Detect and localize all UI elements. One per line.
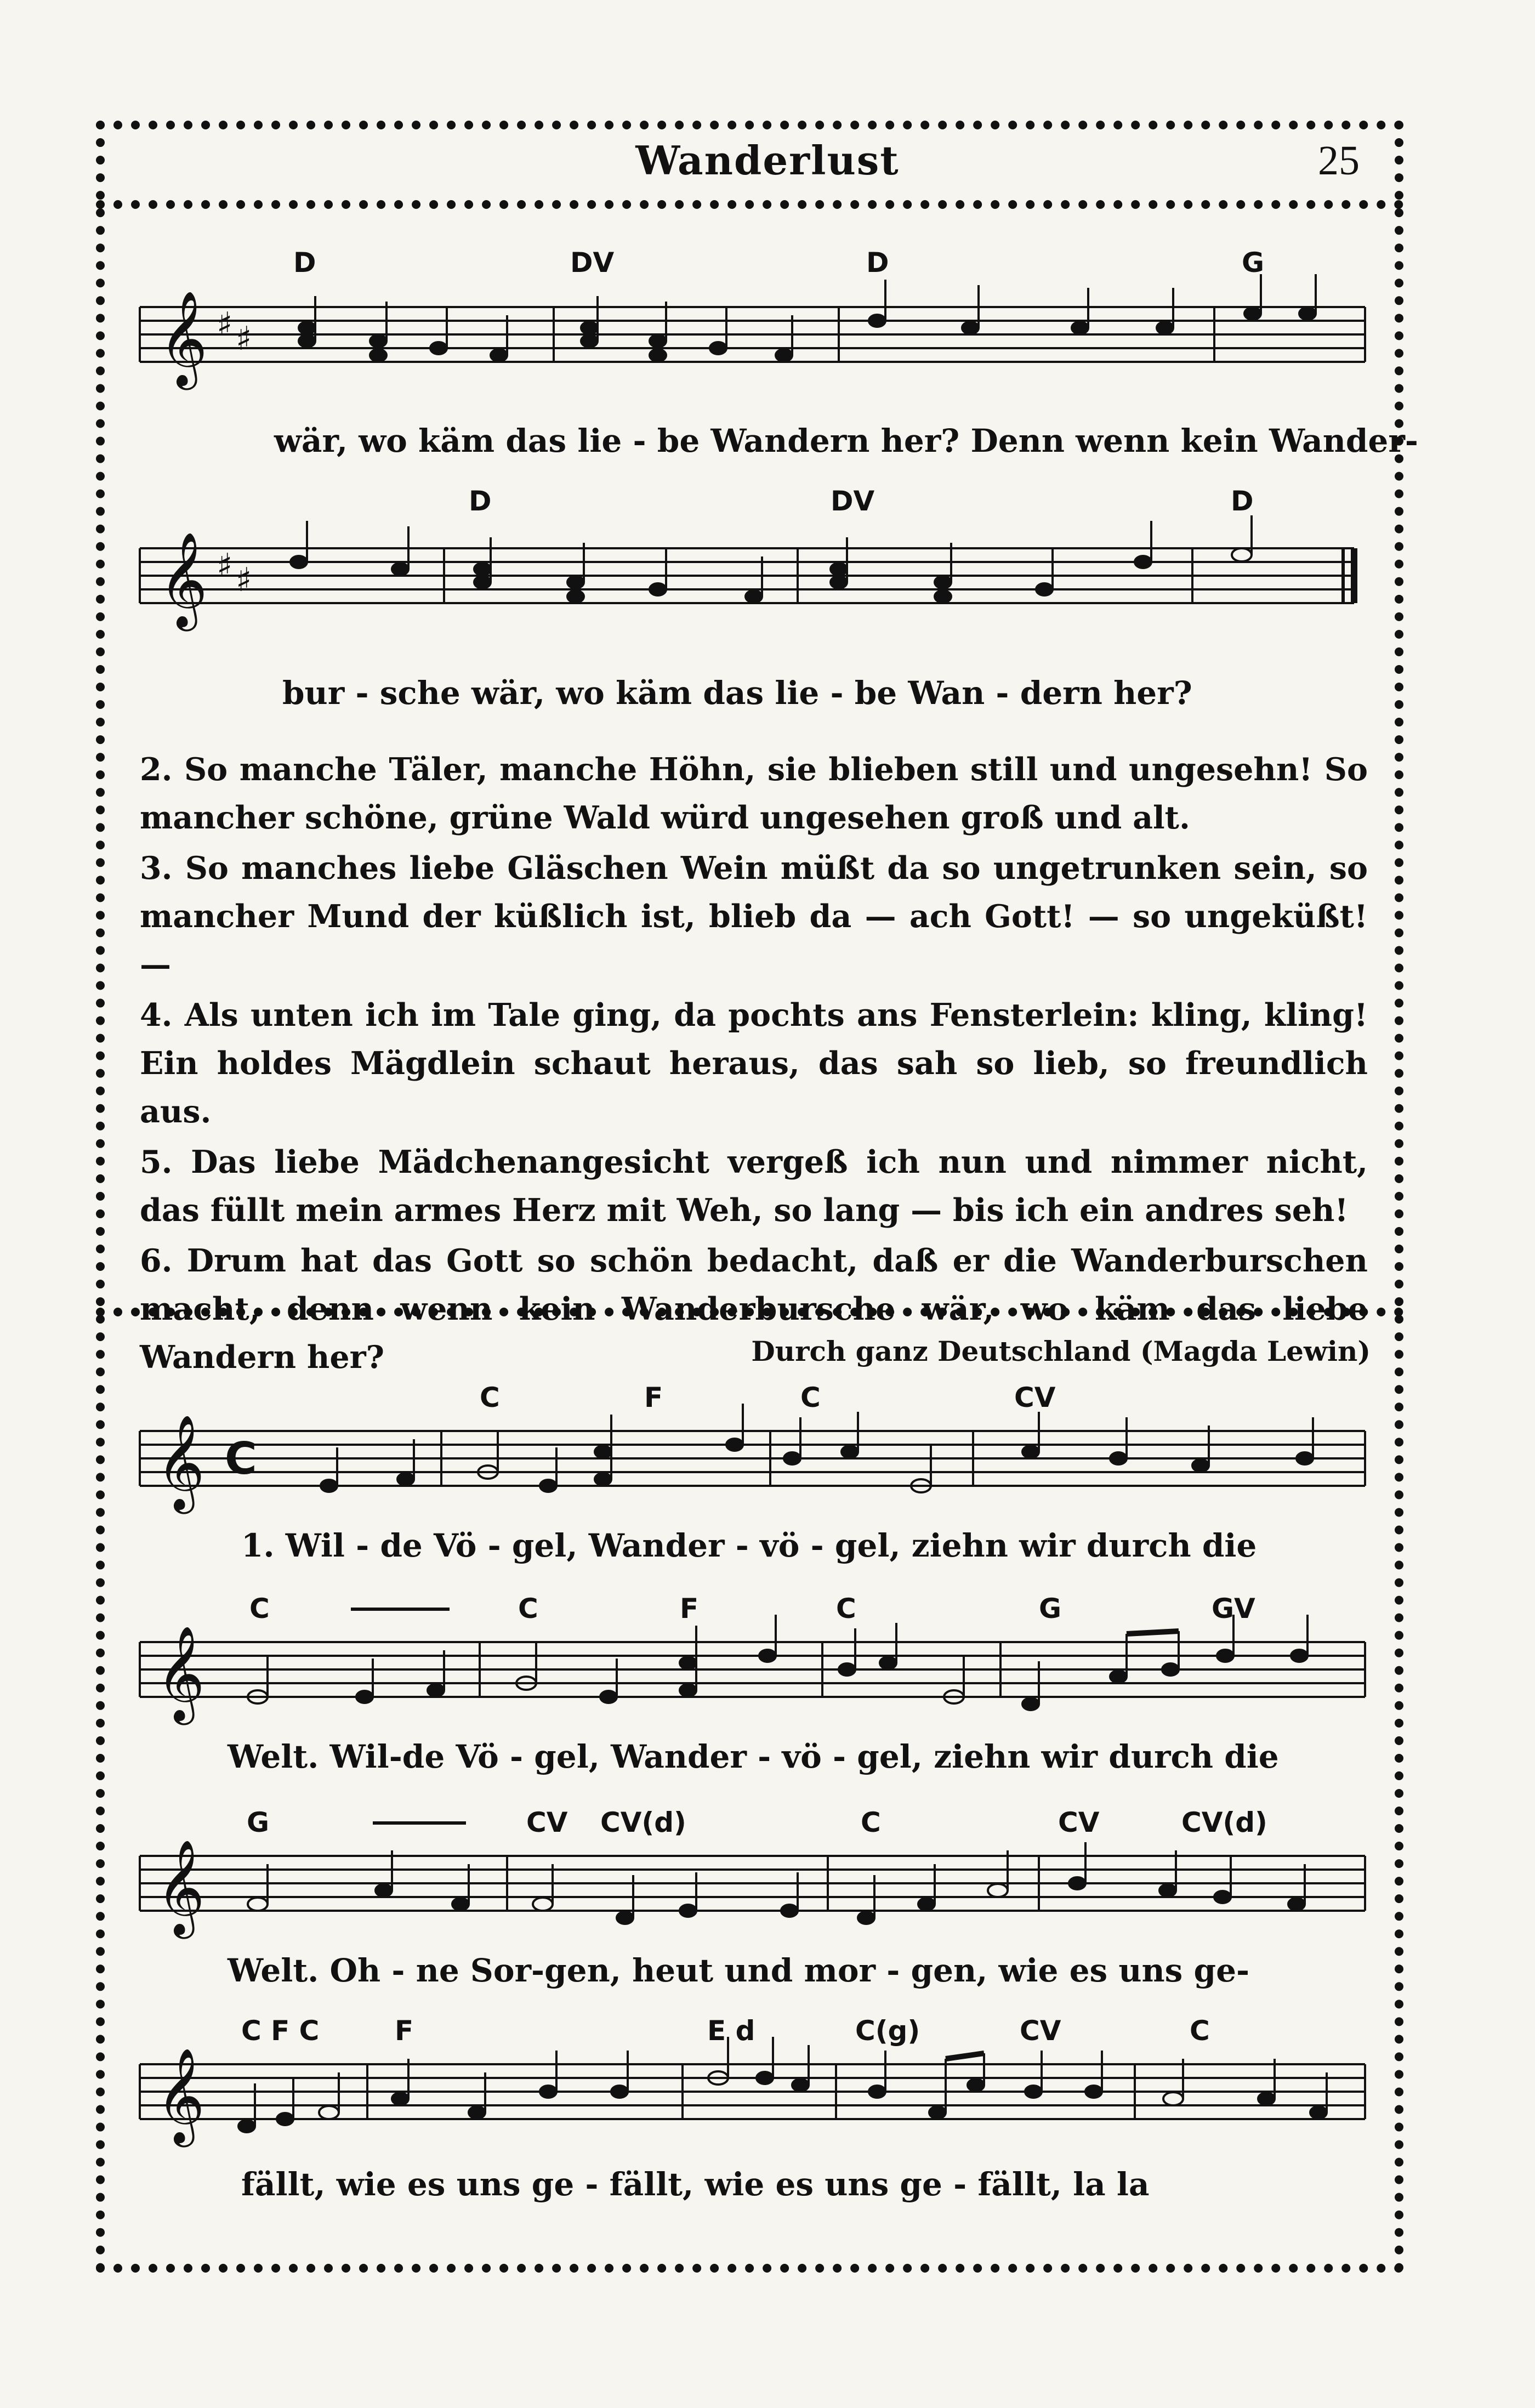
treble-clef: 𝄞: [156, 1626, 205, 1721]
chord-symbol: CV: [526, 1807, 568, 1838]
header-rule: [96, 200, 1403, 209]
chord-symbol: C: [861, 1807, 881, 1838]
chord-symbol: E d: [707, 2015, 755, 2047]
lyric-line: Welt. Wil-de Vö - gel, Wander - vö - gel, ziehn wir durch die: [228, 1738, 1279, 1775]
treble-clef: 𝄞: [159, 291, 208, 386]
chord-symbol: C: [800, 1382, 821, 1413]
music-staff: [0, 1415, 1535, 1513]
sharp-sign: ♯: [217, 547, 233, 585]
chord-symbol: DV: [831, 485, 875, 517]
music-staff: [0, 2048, 1535, 2146]
chord-symbol: F: [644, 1382, 663, 1413]
sharp-sign: ♯: [236, 320, 252, 358]
chord-symbol: C(g): [855, 2015, 920, 2047]
treble-clef: 𝄞: [156, 2048, 205, 2143]
chord-symbol: DV: [570, 247, 615, 279]
lyric-line: 1. Wil - de Vö - gel, Wander - vö - gel, ziehn wir durch die: [241, 1527, 1257, 1564]
chord-symbol: C: [1190, 2015, 1210, 2047]
chord-symbol: C F C: [241, 2015, 320, 2047]
treble-clef: 𝄞: [156, 1839, 205, 1935]
song-credit: Durch ganz Deutschland (Magda Lewin): [751, 1335, 1371, 1367]
chord-symbol: D: [293, 247, 316, 279]
common-time-sign: C: [225, 1433, 257, 1484]
chord-symbol: G: [1039, 1593, 1062, 1625]
chord-symbol: G: [247, 1807, 270, 1838]
chord-line: [0, 247, 1535, 285]
chord-symbol: C: [249, 1593, 270, 1625]
chord-symbol: D: [866, 247, 889, 279]
music-staff: [0, 285, 1535, 395]
lyric-line: bur - sche wär, wo käm das lie - be Wan - dern her?: [282, 674, 1192, 712]
chord-symbol: CV(d): [1181, 1807, 1267, 1838]
chord-symbol: F: [680, 1593, 699, 1625]
chord-symbol: C: [518, 1593, 538, 1625]
lyric-line: Welt. Oh - ne Sor-gen, heut und mor - gen, wie es uns ge-: [228, 1952, 1250, 1989]
sharp-sign: ♯: [236, 561, 252, 599]
sharp-sign: ♯: [217, 305, 233, 344]
music-staff: [0, 1626, 1535, 1724]
lyric-line: fällt, wie es uns ge - fällt, wie es uns ge - fällt, la la: [241, 2166, 1150, 2203]
chord-symbol: C: [836, 1593, 856, 1625]
music-staff: [0, 1839, 1535, 1938]
verse-text: 5. Das liebe Mädchenangesicht vergeß ich nun und nimmer nicht, das füllt mein armes Herz mit Weh, so lang — bis ich ein andres seh!: [140, 1144, 1368, 1229]
chord-line: [0, 485, 1535, 524]
lyric-line: wär, wo käm das lie - be Wandern her? Denn wenn kein Wander-: [274, 422, 1418, 459]
music-staff: [0, 526, 1535, 636]
chord-symbol: D: [469, 485, 492, 517]
chord-symbol: CV: [1014, 1382, 1056, 1413]
chord-symbol: G: [1242, 247, 1265, 279]
chord-symbol: F: [395, 2015, 414, 2047]
treble-clef: 𝄞: [159, 532, 208, 627]
chord-symbol: C: [480, 1382, 500, 1413]
chord-symbol: CV(d): [600, 1807, 686, 1838]
verse-text: 2. So manche Täler, manche Höhn, sie blieben still und ungesehn! So mancher schöne, grüne Wald würd ungesehen groß und alt.: [140, 751, 1368, 836]
verse-text: 4. Als unten ich im Tale ging, da pochts ans Fensterlein: kling, kling! Ein holdes Mägdlein schaut heraus, das sah so lieb, so freundlich aus.: [140, 997, 1368, 1130]
verse-text: 6. Drum hat das Gott so schön bedacht, daß er die Wanderburschen macht, denn wenn kein Wanderbursche wär, wo käm das liebe Wandern her?: [140, 1242, 1368, 1376]
chord-symbol: GV: [1212, 1593, 1255, 1625]
chord-symbol: D: [1231, 485, 1254, 517]
treble-clef: 𝄞: [156, 1415, 205, 1510]
chord-symbol: CV: [1058, 1807, 1100, 1838]
verse-text: 3. So manches liebe Gläschen Wein müßt da so ungetrunken sein, so mancher Mund der küßlich ist, blieb da — ach Gott! — so ungeküßt! —: [140, 850, 1368, 983]
page-number: 25: [1318, 138, 1360, 184]
verses-block: [140, 746, 1368, 1384]
page-title: Wanderlust: [635, 137, 900, 184]
chord-symbol: CV: [1020, 2015, 1061, 2047]
